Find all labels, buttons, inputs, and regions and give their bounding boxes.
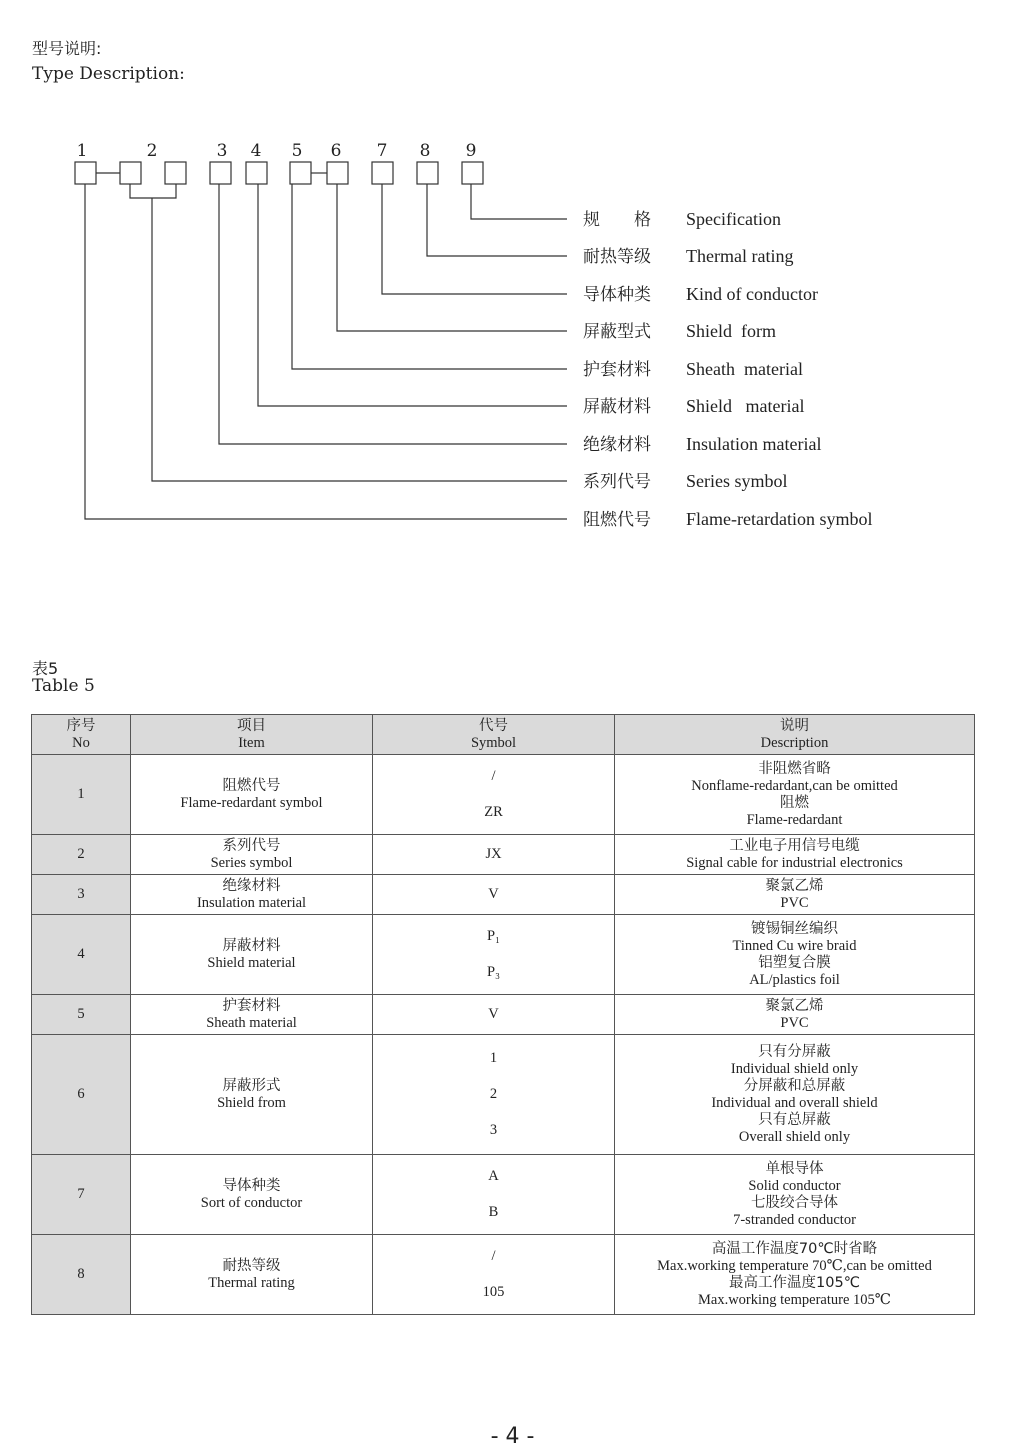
row-symbol: / ZR: [373, 755, 615, 835]
row-item: 屏蔽材料 Shield material: [131, 915, 373, 995]
label-en: Shield material: [686, 396, 805, 416]
header-item: 项目 Item: [131, 715, 373, 755]
table-row: [32, 1035, 975, 1155]
label-cn: 阻燃代号: [583, 510, 651, 530]
label-en: Kind of conductor: [686, 284, 818, 304]
leader-line: [219, 184, 567, 444]
row-number: 7: [32, 1155, 131, 1235]
leader-line: [471, 184, 567, 219]
row-symbol: 1 2 3: [373, 1035, 615, 1155]
position-number: 9: [465, 141, 477, 161]
leader-line: [292, 184, 567, 369]
code-box: [462, 162, 483, 184]
leader-line: [85, 184, 567, 519]
row-description: 聚氯乙烯 PVC: [615, 875, 975, 915]
row-description: 非阻燃省略 Nonflame-redardant,can be omitted 阻燃 Flame-redardant: [615, 755, 975, 835]
position-number: 4: [250, 141, 262, 161]
row-number: 5: [32, 995, 131, 1035]
row-symbol: V: [373, 995, 615, 1035]
row-description: 聚氯乙烯 PVC: [615, 995, 975, 1035]
label-cn: 护套材料: [583, 360, 651, 380]
code-box: [165, 162, 186, 184]
row-item: 屏蔽形式 Shield from: [131, 1035, 373, 1155]
position-number: 6: [330, 141, 342, 161]
row-symbol: / 105: [373, 1235, 615, 1315]
leader-line: [427, 184, 567, 256]
row-number: 4: [32, 915, 131, 995]
position-number: 1: [76, 141, 88, 161]
label-en: Specification: [686, 209, 781, 229]
position-number: 3: [216, 141, 228, 161]
row-description: 单根导体 Solid conductor 七股绞合导体 7-stranded conductor: [615, 1155, 975, 1235]
leader-line: [382, 184, 567, 294]
header-symbol: 代号 Symbol: [373, 715, 615, 755]
position-number: 5: [291, 141, 303, 161]
table-row: [32, 1155, 975, 1235]
header-description: 说明 Description: [615, 715, 975, 755]
row-item: 阻燃代号 Flame-redardant symbol: [131, 755, 373, 835]
table-row: [32, 755, 975, 835]
leader-line: [258, 184, 567, 406]
label-en: Series symbol: [686, 471, 788, 491]
row-symbol: P₁ P₃: [373, 915, 615, 995]
heading-en: Type Description:: [32, 64, 185, 84]
label-cn: 绝缘材料: [583, 435, 651, 455]
row-number: 1: [32, 755, 131, 835]
row-item: 系列代号 Series symbol: [131, 835, 373, 875]
label-en: Shield form: [686, 321, 776, 341]
code-box: [417, 162, 438, 184]
label-en: Thermal rating: [686, 246, 794, 266]
row-symbol: JX: [373, 835, 615, 875]
position-number: 7: [376, 141, 388, 161]
code-box: [290, 162, 311, 184]
code-box: [246, 162, 267, 184]
label-cn: 屏蔽材料: [583, 397, 651, 417]
row-item: 绝缘材料 Insulation material: [131, 875, 373, 915]
label-en: Flame-retardation symbol: [686, 509, 873, 529]
row-symbol: A B: [373, 1155, 615, 1235]
row-number: 6: [32, 1035, 131, 1155]
code-box: [210, 162, 231, 184]
leader-line: [152, 210, 567, 481]
row-item: 导体种类 Sort of conductor: [131, 1155, 373, 1235]
row-description: 只有分屏蔽 Individual shield only 分屏蔽和总屏蔽 Individual and overall shield 只有总屏蔽 Overall shield only: [615, 1035, 975, 1155]
leader-line: [337, 184, 567, 331]
code-box: [372, 162, 393, 184]
series-bracket: [130, 184, 176, 198]
page-number: - 4 -: [490, 1424, 535, 1449]
row-number: 3: [32, 875, 131, 915]
label-en: Sheath material: [686, 359, 803, 379]
table-row: [32, 915, 975, 995]
header-no: 序号 No: [32, 715, 131, 755]
row-number: 8: [32, 1235, 131, 1315]
row-description: 镀锡铜丝编织 Tinned Cu wire braid 铝塑复合膜 AL/plastics foil: [615, 915, 975, 995]
position-number: 2: [146, 141, 158, 161]
table-row: [32, 995, 975, 1035]
position-number: 8: [419, 141, 431, 161]
row-item: 耐热等级 Thermal rating: [131, 1235, 373, 1315]
type-description-diagram: [0, 130, 1025, 550]
row-description: 工业电子用信号电缆 Signal cable for industrial electronics: [615, 835, 975, 875]
row-symbol: V: [373, 875, 615, 915]
table-row: [32, 1235, 975, 1315]
label-cn: 导体种类: [583, 285, 651, 305]
row-number: 2: [32, 835, 131, 875]
heading-cn: 型号说明:: [32, 39, 102, 58]
type-table: [31, 714, 975, 1315]
label-cn: 规 格: [583, 210, 651, 230]
code-box: [75, 162, 96, 184]
table-caption-en: Table 5: [32, 676, 95, 696]
row-description: 高温工作温度70℃时省略 Max.working temperature 70℃,can be omitted 最高工作温度105℃ Max.working temperature 105℃: [615, 1235, 975, 1315]
label-cn: 系列代号: [583, 472, 651, 492]
table-row: [32, 835, 975, 875]
label-en: Insulation material: [686, 434, 822, 454]
row-item: 护套材料 Sheath material: [131, 995, 373, 1035]
table-header-row: [32, 715, 975, 755]
table-caption-cn: 表5: [32, 659, 59, 678]
code-box: [120, 162, 141, 184]
label-cn: 耐热等级: [583, 247, 651, 267]
table-row: [32, 875, 975, 915]
label-cn: 屏蔽型式: [583, 322, 651, 342]
code-box: [327, 162, 348, 184]
